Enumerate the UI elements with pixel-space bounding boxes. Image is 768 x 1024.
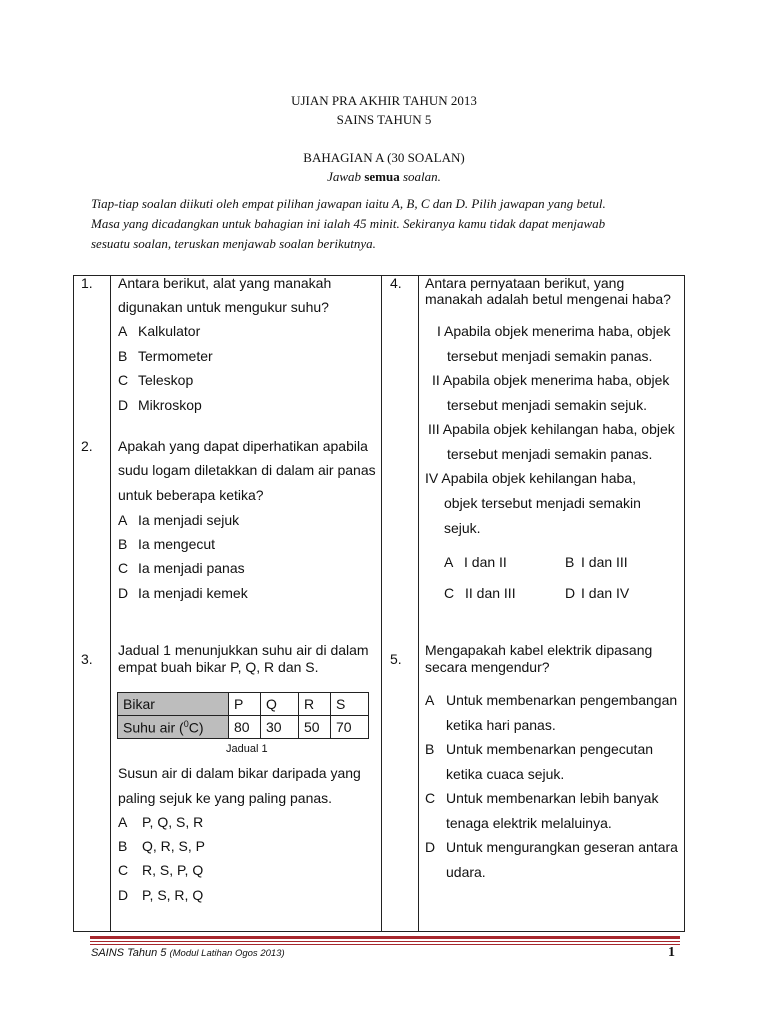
table-cell: 80: [229, 716, 261, 739]
table-caption: Jadual 1: [226, 743, 268, 755]
question-text: Mengapakah kabel elektrik dipasang: [425, 642, 653, 658]
question-text: sudu logam diletakkan di dalam air panas: [118, 462, 376, 478]
question-text: Susun air di dalam bikar daripada yang: [118, 765, 361, 781]
option-c: C Ia menjadi panas: [118, 560, 245, 576]
option-b: B I dan III: [565, 554, 628, 570]
option-d: D P, S, R, Q: [118, 887, 204, 903]
table-row: [118, 693, 369, 716]
question-text: untuk beberapa ketika?: [118, 487, 264, 503]
table-row: [118, 716, 369, 739]
question-text: paling sejuk ke yang paling panas.: [118, 790, 333, 806]
question-text: digunakan untuk mengukur suhu?: [118, 299, 329, 315]
option-c: C Untuk membenarkan lebih banyak: [425, 790, 659, 806]
footer-subject: SAINS Tahun 5 (Modul Latihan Ogos 2013): [91, 947, 285, 959]
question-number: 1.: [81, 275, 93, 291]
exam-title: UJIAN PRA AKHIR TAHUN 2013: [291, 93, 477, 108]
table-cell: Suhu air ($^0$C): [118, 716, 229, 739]
footer-rule: [90, 941, 680, 942]
option-text: ketika hari panas.: [446, 717, 556, 733]
answer-all-line: [0, 169, 768, 185]
question-text: Antara berikut, alat yang manakah: [118, 275, 332, 291]
instruction-line: sesuatu soalan, teruskan menjawab soalan berikutnya.: [91, 236, 376, 251]
option-a: A P, Q, S, R: [118, 814, 204, 830]
statement-ii: II Apabila objek menerima haba, objek: [432, 372, 670, 388]
option-b: B Termometer: [118, 348, 213, 364]
option-d: D Untuk mengurangkan geseran antara: [425, 839, 678, 855]
data-table: [117, 692, 369, 739]
question-text: empat buah bikar P, Q, R dan S.: [118, 659, 319, 675]
statement-text: objek tersebut menjadi semakin: [444, 495, 641, 511]
question-text: Antara pernyataan berikut, yang: [425, 275, 625, 291]
option-a: A Kalkulator: [118, 323, 201, 339]
question-number: 4.: [390, 275, 402, 291]
option-text: ketika cuaca sejuk.: [446, 766, 565, 782]
table-cell: 70: [331, 716, 369, 739]
option-b: B Q, R, S, P: [118, 838, 206, 854]
subject-title: SAINS TAHUN 5: [336, 112, 432, 127]
statement-text: sejuk.: [444, 520, 481, 536]
statement-text: tersebut menjadi semakin panas.: [447, 348, 653, 364]
answer-suffix: soalan.: [402, 169, 441, 184]
statement-text: tersebut menjadi semakin panas.: [447, 446, 653, 462]
table-cell: P: [229, 693, 261, 716]
footer-rule: [90, 944, 680, 945]
table-cell: R: [299, 693, 331, 716]
option-text: udara.: [446, 864, 486, 880]
table-cell: Q: [261, 693, 299, 716]
table-cell: 30: [261, 716, 299, 739]
question-text: manakah adalah betul mengenai haba?: [425, 291, 671, 307]
option-b: B Untuk membenarkan pengecutan: [425, 741, 654, 757]
option-b: B Ia mengecut: [118, 536, 216, 552]
column-divider: [110, 275, 111, 932]
column-divider: [381, 275, 382, 932]
table-cell: 50: [299, 716, 331, 739]
option-text: tenaga elektrik melaluinya.: [446, 815, 612, 831]
question-number: 5.: [390, 651, 402, 667]
instruction-line: Masa yang dicadangkan untuk bahagian ini ialah 45 minit. Sekiranya kamu tidak dapat menjawab: [91, 216, 606, 231]
option-a: A Ia menjadi sejuk: [118, 512, 240, 528]
question-text: Apakah yang dapat diperhatikan apabila: [118, 438, 368, 454]
option-c: C R, S, P, Q: [118, 862, 204, 878]
section-title: BAHAGIAN A (30 SOALAN): [303, 150, 465, 165]
table-cell: Bikar: [118, 693, 229, 716]
option-a: A Untuk membenarkan pengembangan: [425, 692, 678, 708]
question-text: Jadual 1 menunjukkan suhu air di dalam: [118, 642, 369, 658]
option-c: C II dan III: [444, 585, 516, 601]
answer-bold: semua: [364, 169, 400, 184]
statement-iii: III Apabila objek kehilangan haba, objek: [428, 421, 675, 437]
question-number: 3.: [81, 651, 93, 667]
table-cell: S: [331, 693, 369, 716]
question-number: 2.: [81, 438, 93, 454]
instruction-line: Tiap-tiap soalan diikuti oleh empat pilihan jawapan iaitu A, B, C dan D. Pilih jawapan yang betul.: [91, 196, 606, 211]
page-number: 1: [668, 945, 675, 960]
statement-text: tersebut menjadi semakin sejuk.: [447, 397, 647, 413]
option-d: D Ia menjadi kemek: [118, 585, 248, 601]
column-divider: [418, 275, 419, 932]
answer-prefix: Jawab: [327, 169, 362, 184]
footer-rule: [90, 936, 680, 939]
option-a: A I dan II: [444, 554, 507, 570]
statement-iv: IV Apabila objek kehilangan haba,: [425, 470, 636, 486]
option-d: D I dan IV: [565, 585, 630, 601]
statement-i: I Apabila objek menerima haba, objek: [437, 323, 671, 339]
option-c: C Teleskop: [118, 372, 194, 388]
option-d: D Mikroskop: [118, 397, 202, 413]
question-text: secara mengendur?: [425, 659, 550, 675]
